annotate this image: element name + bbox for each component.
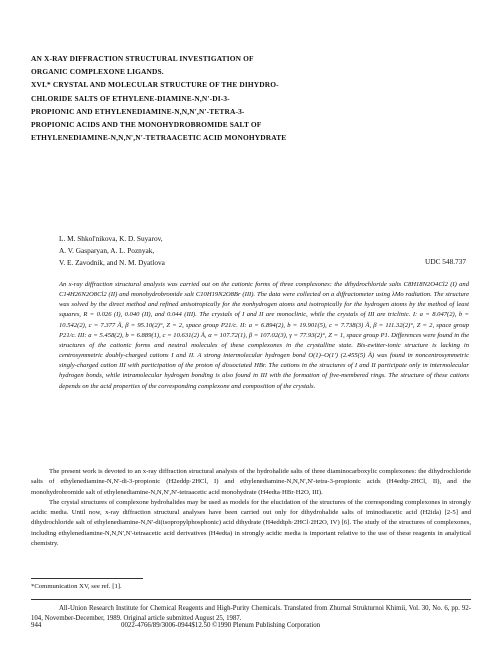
title-line: XVI.* CRYSTAL AND MOLECULAR STRUCTURE OF THE DIHYDRO- bbox=[31, 80, 279, 90]
title-line: CHLORIDE SALTS OF ETHYLENE-DIAMINE-N,N'-DI-3- bbox=[31, 93, 230, 103]
udc-code: UDC 548.737 bbox=[425, 257, 466, 266]
title-line: PROPIONIC AND ETHYLENEDIAMINE-N,N,N',N'-TETRA-3- bbox=[31, 106, 245, 116]
title-line: PROPIONIC ACIDS AND THE MONOHYDROBROMIDE SALT OF bbox=[31, 120, 262, 130]
author-line: L. M. Shkol'nikova, K. D. Suyarov, bbox=[59, 234, 163, 243]
footer-rule bbox=[31, 599, 471, 600]
affiliation-note: All-Union Research Institute for Chemical Reagents and High-Purity Chemicals. Translated from Zhurnal Strukturnoi Khimii, Vol. 30, No. 6, pp. 92-104, November-December, 1989. Original article submitted August 25, 1987. bbox=[31, 605, 471, 623]
author-line: V. E. Zavodnik, and N. M. Dyatlova bbox=[59, 257, 165, 267]
article-title bbox=[31, 52, 471, 144]
footnote: *Communication XV, see ref. [1]. bbox=[31, 583, 122, 590]
abstract: An x-ray diffraction structural analysis was carried out on the cationic forms of three complexones: the dihydrochloride salts C8H18N2O4Cl2 (I) and C14H26N2O8Cl2 (II) and monohydrobromide salt C10H19N2O8Br (III). The data were collected on a diffractometer using λMo radiation. The structure was solved by the direct method and refined anisotropically for the nonhydrogen atoms and isotropically for the hydrogen atoms by the method of least squares, R = 0.026 (I), 0.040 (II), and 0.044 (III). The crystals of I and II are monoclinic, while the crystals of III are triclinic. I: a = 8.047(2), b = 10.542(2), c = 7.377 Å, β = 95.10(2)°, Z = 2, space group P21/c. II: a = 6.894(2), b = 19.901(5), c = 7.738(3) Å, β = 111.32(2)°, Z = 2, space group P21/c. III: a = 5.458(2), b = 6.889(1), c = 10.631(2) Å, α = 107.72(1), β = 107.02(3), γ = 77.93(2)°, Z = 1, space group P1. Differences were found in the structures of the cationic forms and neutral molecules of these complexones in the crystalline state. Bis-zwitter-ionic structure is lacking in centrosymmetric doubly-charged cations I and II. A strong intermolecular hydrogen bond O(1)–O(1') (2.455(5) Å) was found in noncentrosymmetric singly-charged cation III with participation of the proton of dissociated HBr. The cations in the structures of I and II participate only in intermolecular hydrogen bonds, while intramolecular hydrogen bonding is also found in III with the formation of five-membered rings. The structure of these cations depends on the acid properties of the corresponding complexone and composition of the crystals. bbox=[59, 281, 469, 390]
issn-copyright-line: 0022-4766/89/3006-0944$12.50 ©1990 Plenum Publishing Corporation bbox=[121, 622, 321, 629]
title-line: ORGANIC COMPLEXONE LIGANDS. bbox=[31, 67, 164, 77]
body-paragraph: The crystal structures of complexone hydrohalides may be used as models for the elucidation of the structures of the corresponding complexones in strongly acidic media. Until now, x-ray diffraction structural analyses have been carried out only for dihydrohalide salts of iminodiacetic acid (H2ida) [2-5] and dihydrochloride salt of ethylenediamine-N,N'-di(isopropylphosphonic) acid dihydrate (H4eddiph·2HCl·2H2O, IV) [6]. The study of the structures of complexones, including ethylenediamine-N,N,N',N'-tetraacetic acid derivatives (H4edta) in strongly acidic media is important relative to the use of these reagents in analytical chemistry. bbox=[31, 498, 471, 548]
page-number: 944 bbox=[31, 622, 42, 629]
author-list bbox=[59, 233, 459, 268]
body-text bbox=[31, 467, 471, 549]
title-line: ETHYLENEDIAMINE-N,N,N',N'-TETRAACETIC ACID MONOHYDRATE bbox=[31, 133, 287, 143]
author-line: A. V. Gasparyan, A. L. Poznyak, bbox=[59, 245, 155, 255]
title-line: AN X-RAY DIFFRACTION STRUCTURAL INVESTIGATION OF bbox=[31, 54, 254, 63]
footnote-rule bbox=[31, 578, 143, 579]
body-paragraph: The present work is devoted to an x-ray diffraction structural analysis of the hydrohalide salts of three diaminocarboxylic complexones: the dihydrochloride salts of ethylenediamine-N,N'-di-3-propionic (H2eddp·2HCl, I) and ethylenediamine-N,N,N',N'-tetra-3-propionic acids (H4edtp·2HCl, II), and the monohydrobromide salt of ethylenediamine-N,N,N',N'-tetraacetic acid monohydrate (H4edta·HBr·H2O, III). bbox=[31, 468, 471, 496]
